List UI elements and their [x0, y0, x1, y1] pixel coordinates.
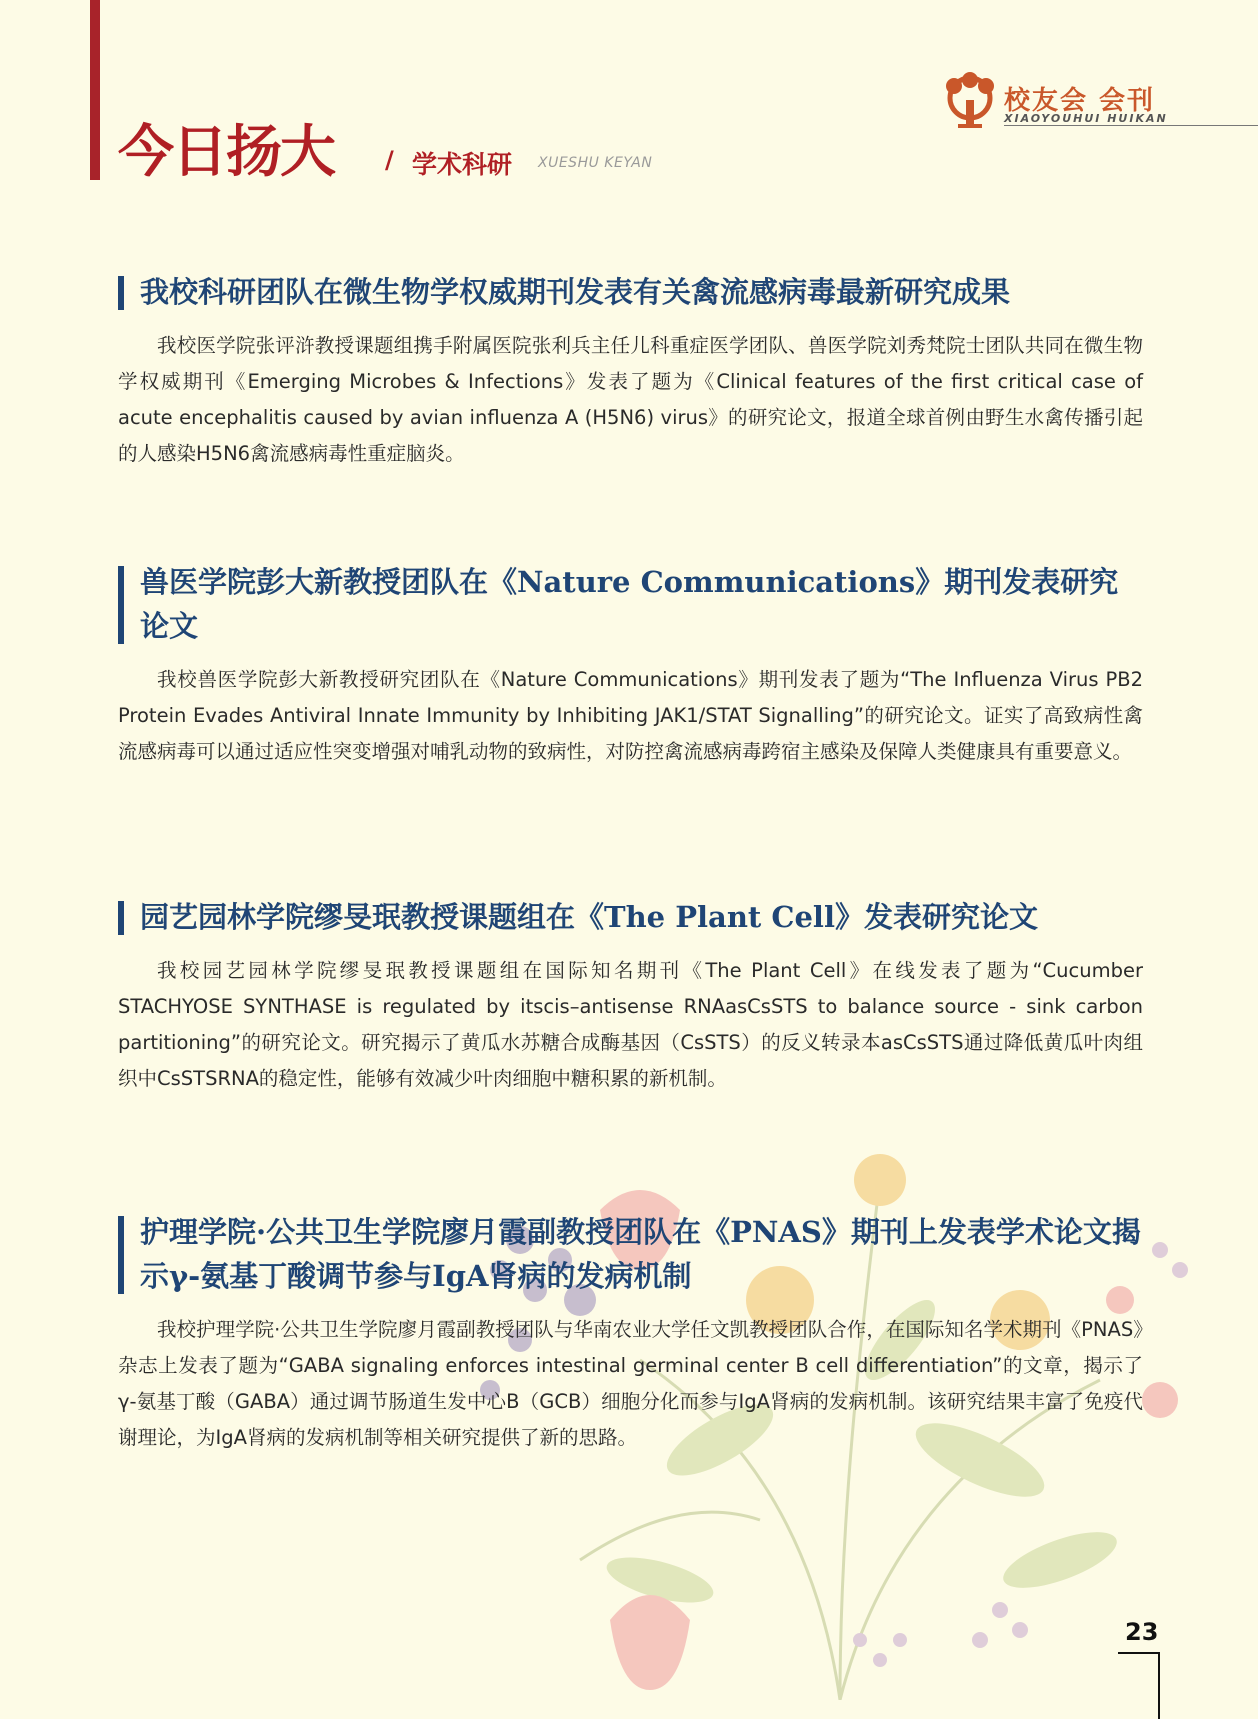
magazine-title-en: XIAOYOUHUI HUIKAN	[1004, 112, 1168, 125]
page-number-rule	[1118, 1652, 1158, 1654]
alumni-logo-icon	[940, 72, 1000, 130]
article-body: 我校兽医学院彭大新教授研究团队在《Nature Communications》期刊发表了题为“The Influenza Virus PB2 Protein Evades Antiviral Innate Immunity by Inhibiting JAK1/STAT Signalling”的研究论文。证实了高致病性禽流感病毒可以通过适应性突变增强对哺乳动物的致病性，对防控禽流感病毒跨宿主感染及保障人类健康具有重要意义。	[118, 668, 1143, 763]
article-headline: 护理学院·公共卫生学院廖月霞副教授团队在《PNAS》期刊上发表学术论文揭示γ-氨基丁酸调节参与IgA肾病的发病机制	[118, 1210, 1143, 1298]
article-headline: 园艺园林学院缪旻珉教授课题组在《The Plant Cell》发表研究论文	[118, 895, 1143, 939]
section-divider: /	[385, 146, 394, 174]
section-subtitle: 学术科研	[412, 150, 513, 179]
article-3	[118, 895, 1143, 1097]
article-headline: 兽医学院彭大新教授团队在《Nature Communications》期刊发表研究论文	[118, 560, 1143, 648]
section-title: 今日扬大	[118, 120, 334, 185]
article-2	[118, 560, 1143, 770]
article-body: 我校护理学院·公共卫生学院廖月霞副教授团队与华南农业大学任文凯教授团队合作，在国际知名学术期刊《PNAS》杂志上发表了题为“GABA signaling enforces intestinal germinal center B cell differentiation”的文章，揭示了γ-氨基丁酸（GABA）通过调节肠道生发中心B（GCB）细胞分化而参与IgA肾病的发病机制。该研究结果丰富了免疫代谢理论，为IgA肾病的发病机制等相关研究提供了新的思路。	[118, 1318, 1143, 1449]
article-1	[118, 270, 1143, 472]
header-rule	[1004, 125, 1258, 126]
article-4	[118, 1210, 1143, 1456]
article-body: 我校园艺园林学院缪旻珉教授课题组在国际知名期刊《The Plant Cell》在线发表了题为“Cucumber STACHYOSE SYNTHASE is regulated by itscis–antisense RNAasCsSTS to balance source - sink carbon partitioning”的研究论文。研究揭示了黄瓜水苏糖合成酶基因（CsSTS）的反义转录本asCsSTS通过降低黄瓜叶肉组织中CsSTSRNA的稳定性，能够有效减少叶肉细胞中糖积累的新机制。	[118, 959, 1143, 1090]
magazine-title: 校友会 会刊	[1004, 86, 1156, 116]
section-subtitle-en: XUESHU KEYAN	[538, 155, 653, 171]
page-number: 23	[1125, 1618, 1159, 1646]
page-number-rule-vertical	[1158, 1652, 1160, 1719]
article-headline: 我校科研团队在微生物学权威期刊发表有关禽流感病毒最新研究成果	[118, 270, 1143, 314]
left-accent-bar	[90, 0, 100, 180]
article-body: 我校医学院张评浒教授课题组携手附属医院张利兵主任儿科重症医学团队、兽医学院刘秀梵院士团队共同在微生物学权威期刊《Emerging Microbes & Infections》发表了题为《Clinical features of the first critical case of acute encephalitis caused by avian influenza A (H5N6) virus》的研究论文，报道全球首例由野生水禽传播引起的人感染H5N6禽流感病毒性重症脑炎。	[118, 334, 1143, 465]
